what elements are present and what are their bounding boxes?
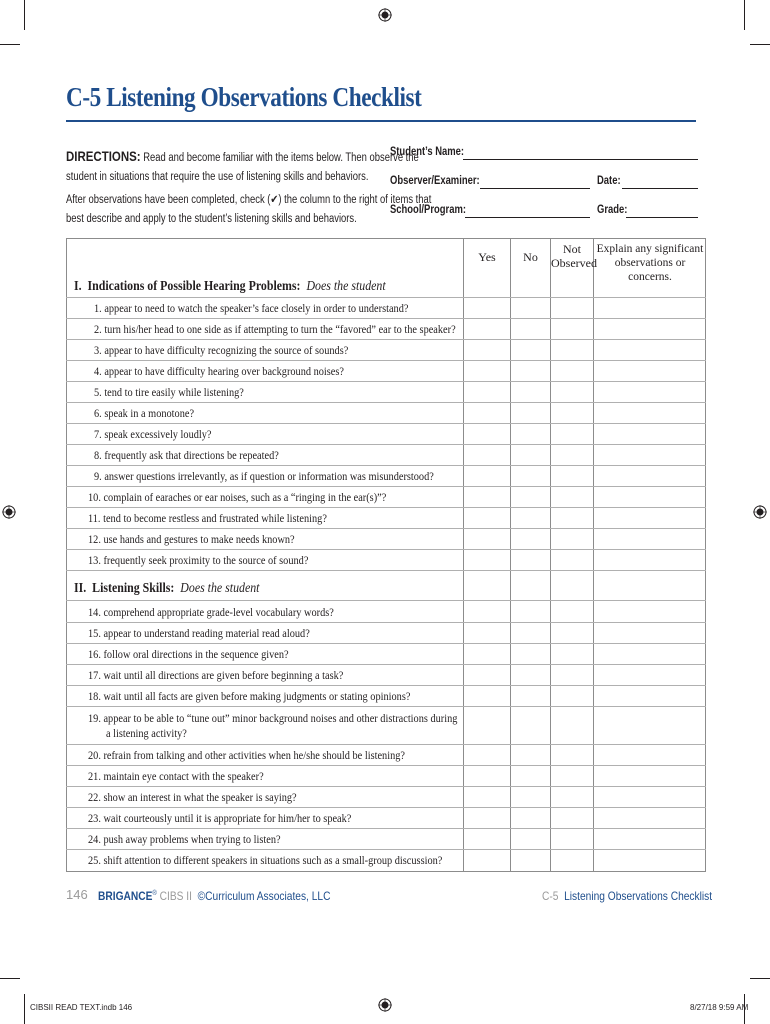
column-explain: Explain any significant observations or concerns.	[596, 243, 704, 283]
checklist-item: 10. complain of earaches or ear noises, such as a “ringing in the ear(s)”?	[88, 490, 387, 504]
column-divider	[510, 238, 511, 872]
table-row-rule	[66, 402, 706, 403]
page-number: 146	[66, 887, 88, 902]
student-name-field[interactable]	[463, 159, 698, 160]
table-row-rule	[66, 807, 706, 808]
table-row-rule	[66, 706, 706, 707]
grade-label: Grade:	[597, 204, 628, 216]
table-row-rule	[66, 765, 706, 766]
table-row-rule	[66, 744, 706, 745]
column-divider	[593, 238, 594, 872]
checklist-item: 20. refrain from talking and other activities when he/she should be listening?	[88, 748, 405, 762]
checklist-item: 8. frequently ask that directions be repeated?	[94, 448, 279, 462]
checklist-item: 24. push away problems when trying to listen?	[88, 832, 281, 846]
table-row-rule	[66, 643, 706, 644]
checklist-item: 23. wait courteously until it is appropriate for him/her to speak?	[88, 811, 352, 825]
checklist-item: 18. wait until all facts are given before making judgments or stating opinions?	[88, 689, 411, 703]
footer-section: C-5 Listening Observations Checklist	[542, 889, 713, 903]
column-yes: Yes	[478, 250, 496, 264]
column-divider	[550, 238, 551, 872]
print-timestamp: 8/27/18 9:59 AM	[690, 1003, 749, 1012]
checklist-item: 15. appear to understand reading material read aloud?	[88, 626, 310, 640]
table-row-rule	[66, 570, 706, 571]
table-row-rule	[66, 549, 706, 550]
directions-text: Read and become familiar with the items below. Then observe the student in situations that require the use of listening skills and behaviors.	[66, 152, 419, 183]
checklist-item: 17. wait until all directions are given before beginning a task?	[88, 668, 344, 682]
student-name-label: Student’s Name:	[390, 146, 465, 158]
table-row-rule	[66, 828, 706, 829]
registration-mark-icon	[378, 998, 392, 1012]
table-row-rule	[66, 664, 706, 665]
table-row-rule	[66, 360, 706, 361]
checklist-item: 25. shift attention to different speakers in situations such as a small-group discussion?	[88, 853, 443, 867]
checklist-item: 5. tend to tire easily while listening?	[94, 385, 244, 399]
table-row-rule	[66, 849, 706, 850]
checklist-item: 12. use hands and gestures to make needs known?	[88, 532, 295, 546]
column-no: No	[523, 250, 538, 264]
registration-mark-icon	[378, 8, 392, 22]
school-label: School/Program:	[390, 204, 466, 216]
registration-mark-icon	[2, 505, 16, 519]
table-row-rule	[66, 486, 706, 487]
table-row-rule	[66, 786, 706, 787]
checklist-item: 11. tend to become restless and frustrated while listening?	[88, 511, 327, 525]
checklist-item: 7. speak excessively loudly?	[94, 427, 212, 441]
crop-mark	[750, 978, 770, 979]
crop-mark	[0, 978, 20, 979]
checklist-item: 6. speak in a monotone?	[94, 406, 195, 420]
column-divider	[463, 238, 464, 872]
section-heading: II. Listening Skills: Does the student	[74, 580, 260, 595]
checklist-item-continued: a listening activity?	[106, 726, 187, 740]
observer-field[interactable]	[480, 188, 590, 189]
checklist-item: 13. frequently seek proximity to the source of sound?	[88, 553, 309, 567]
table-row-rule	[66, 297, 706, 298]
table-row-rule	[66, 423, 706, 424]
title-divider	[66, 120, 696, 122]
checklist-item: 2. turn his/her head to one side as if attempting to turn the “favored” ear to the speaker?	[94, 322, 456, 336]
table-row-rule	[66, 528, 706, 529]
table-row-rule	[66, 444, 706, 445]
crop-mark	[744, 0, 745, 30]
table-row-rule	[66, 600, 706, 601]
table-row-rule	[66, 507, 706, 508]
page-title: C-5 Listening Observations Checklist	[66, 82, 422, 112]
date-field[interactable]	[622, 188, 698, 189]
checklist-item: 14. comprehend appropriate grade-level vocabulary words?	[88, 605, 334, 619]
checklist-item: 21. maintain eye contact with the speaker?	[88, 769, 264, 783]
footer-brand: BRIGANCE® CIBS II ©Curriculum Associates, LLC	[98, 889, 331, 903]
observer-label: Observer/Examiner:	[390, 175, 480, 187]
checklist-item: 9. answer questions irrelevantly, as if question or information was misunderstood?	[94, 469, 434, 483]
table-row-rule	[66, 622, 706, 623]
crop-mark	[750, 44, 770, 45]
crop-mark	[24, 0, 25, 30]
crop-mark	[24, 994, 25, 1024]
date-label: Date:	[597, 175, 621, 187]
table-row-rule	[66, 339, 706, 340]
table-row-rule	[66, 381, 706, 382]
checklist-item: 1. appear to need to watch the speaker’s face closely in order to understand?	[94, 301, 409, 315]
directions-label: DIRECTIONS:	[66, 148, 141, 164]
table-row-rule	[66, 465, 706, 466]
checklist-item: 16. follow oral directions in the sequence given?	[88, 647, 289, 661]
checklist-item: 4. appear to have difficulty hearing over background noises?	[94, 364, 344, 378]
section-heading: I. Indications of Possible Hearing Problems: Does the student	[74, 278, 386, 293]
checklist-item: 3. appear to have difficulty recognizing the source of sounds?	[94, 343, 349, 357]
print-slug: CIBSII READ TEXT.indb 146	[30, 1003, 133, 1012]
registration-mark-icon	[753, 505, 767, 519]
checklist-item: 22. show an interest in what the speaker is saying?	[88, 790, 297, 804]
grade-field[interactable]	[626, 217, 698, 218]
column-not-observed: Not Observed	[551, 242, 597, 270]
school-field[interactable]	[465, 217, 590, 218]
crop-mark	[0, 44, 20, 45]
checklist-item: 19. appear to be able to “tune out” minor background noises and other distractions during	[88, 711, 458, 725]
directions-text-2: After observations have been completed, check (✔) the column to the right of items that best describe and apply to the student’s listening skills and behaviors.	[66, 194, 432, 225]
table-row-rule	[66, 685, 706, 686]
table-row-rule	[66, 318, 706, 319]
